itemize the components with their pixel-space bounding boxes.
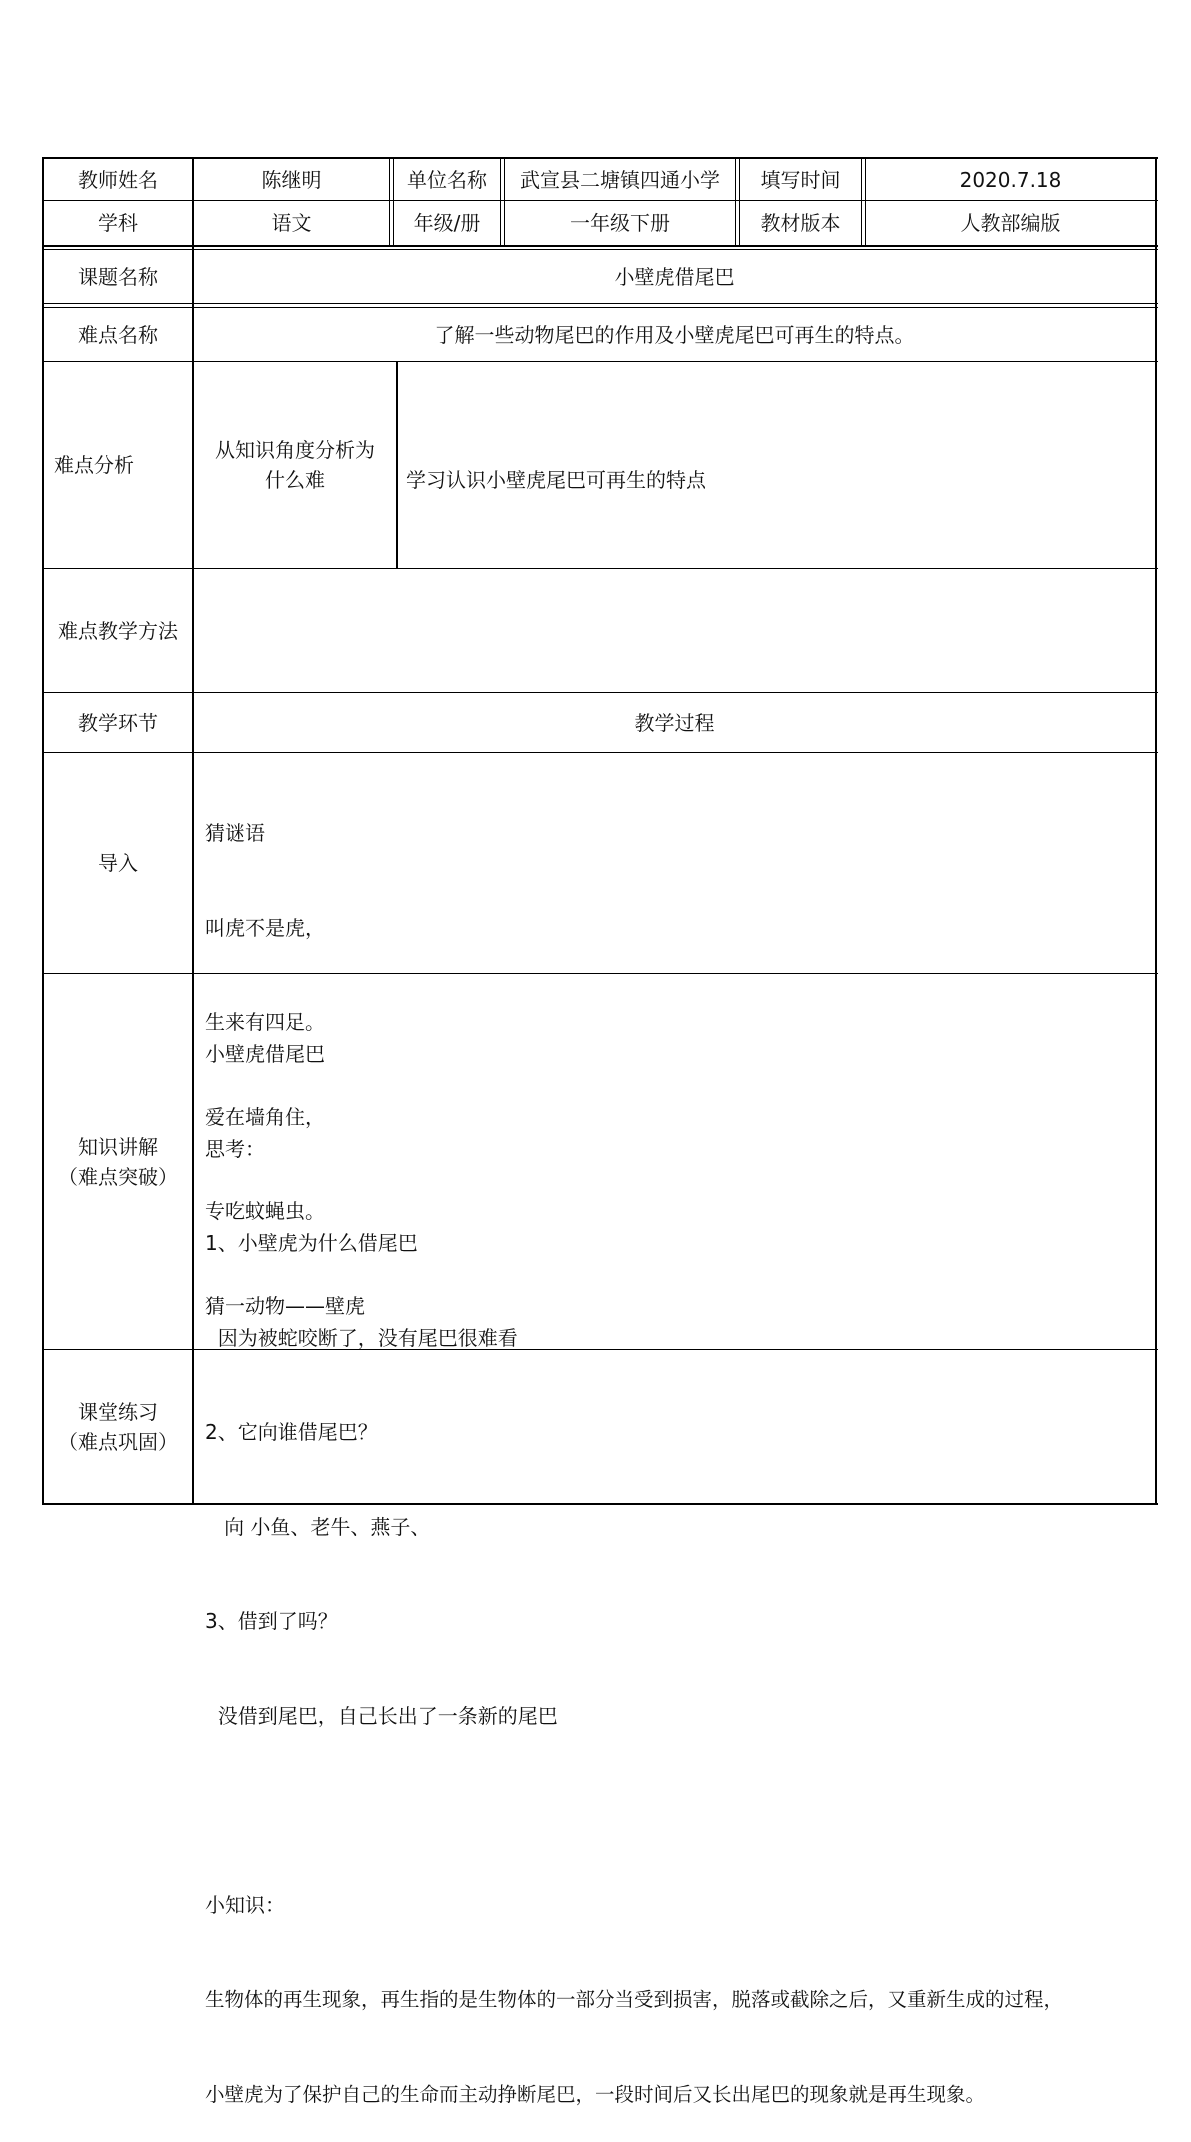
difficulty-value: 了解一些动物尾巴的作用及小壁虎尾巴可再生的特点。: [434, 322, 915, 347]
analysis-sub-label-line2: 什么难: [265, 468, 325, 492]
practice-label-line2: （难点巩固）: [58, 1429, 178, 1454]
analysis-value: 学习认识小壁虎尾巴可再生的特点: [406, 468, 706, 492]
intro-line: 专吃蚊蝇虫。: [205, 1199, 325, 1223]
knowledge-label: [44, 974, 192, 1349]
intro-line: 猜谜语: [205, 821, 265, 845]
subject-value: 语文: [271, 211, 312, 235]
analysis-label: 难点分析: [54, 453, 134, 477]
table-rule: [500, 157, 501, 247]
topic-label: 课题名称: [78, 264, 158, 289]
grade-value: 一年级下册: [570, 211, 670, 235]
method-value: [194, 569, 1155, 692]
unit-name-value: 武宣县二塘镇四通小学: [520, 167, 720, 192]
practice-label-line1: 课堂练习: [78, 1399, 158, 1424]
subject-label: 学科: [98, 211, 138, 235]
table-rule: [42, 752, 1158, 753]
intro-label: 导入: [98, 851, 138, 875]
method-label: 难点教学方法: [58, 618, 178, 643]
knowledge-line: 生物体的再生现象，再生指的是生物体的一部分当受到损害，脱落或截除之后，又重新生成的过程，: [205, 1988, 1064, 2011]
knowledge-label-line2: （难点突破）: [58, 1164, 178, 1189]
table-rule: [735, 157, 736, 247]
table-rule: [389, 157, 390, 247]
edition-value: 人教部编版: [960, 211, 1061, 235]
knowledge-line: 小壁虎为了保护自己的生命而主动挣断尾巴，一段时间后又长出尾巴的现象就是再生现象。: [205, 2082, 986, 2106]
intro-line: 猜一动物——壁虎: [205, 1293, 365, 1318]
intro-line: 生来有四足。: [205, 1010, 325, 1034]
knowledge-line: 向 小鱼、老牛、燕子、: [205, 1514, 431, 1539]
knowledge-line: 1、小壁虎为什么借尾巴: [205, 1231, 418, 1255]
knowledge-line: 因为被蛇咬断了，没有尾巴很难看: [205, 1325, 518, 1350]
teacher-name-value: 陈继明: [261, 167, 322, 192]
practice-value: [194, 1350, 1155, 1503]
intro-line: 叫虎不是虎，: [205, 915, 325, 940]
intro-line: 爱在墙角住，: [205, 1104, 325, 1129]
knowledge-line: 没借到尾巴，自己长出了一条新的尾巴: [205, 1703, 558, 1728]
edition-label: 教材版本: [760, 211, 841, 235]
fill-date-value: 2020.7.18: [959, 167, 1062, 192]
unit-name-label: 单位名称: [407, 167, 487, 192]
knowledge-line: 思考：: [205, 1136, 265, 1161]
table-rule: [42, 303, 1158, 304]
knowledge-line: 小壁虎借尾巴: [205, 1042, 325, 1066]
topic-value: 小壁虎借尾巴: [614, 264, 735, 289]
knowledge-line: 小知识：: [205, 1892, 285, 1917]
analysis-sub-label-line1: 从知识角度分析为: [215, 438, 375, 462]
table-border-right: [1155, 157, 1157, 1505]
difficulty-label: 难点名称: [78, 322, 158, 347]
knowledge-content: [205, 976, 1150, 2142]
analysis-sub-label: [194, 362, 396, 568]
practice-label: [44, 1350, 192, 1503]
knowledge-label-line1: 知识讲解: [78, 1134, 158, 1159]
grade-label: 年级/册: [413, 211, 481, 235]
process-step-label: 教学环节: [78, 710, 158, 735]
process-header: 教学过程: [634, 710, 715, 735]
teacher-name-label: 教师姓名: [78, 167, 158, 192]
fill-date-label: 填写时间: [760, 167, 841, 192]
table-rule: [861, 157, 862, 247]
table-rule: [396, 361, 398, 568]
knowledge-line: 2、它向谁借尾巴？: [205, 1420, 378, 1444]
knowledge-line: [205, 1795, 1150, 1827]
table-rule: [42, 245, 1158, 247]
knowledge-line: 3、借到了吗？: [205, 1609, 338, 1633]
